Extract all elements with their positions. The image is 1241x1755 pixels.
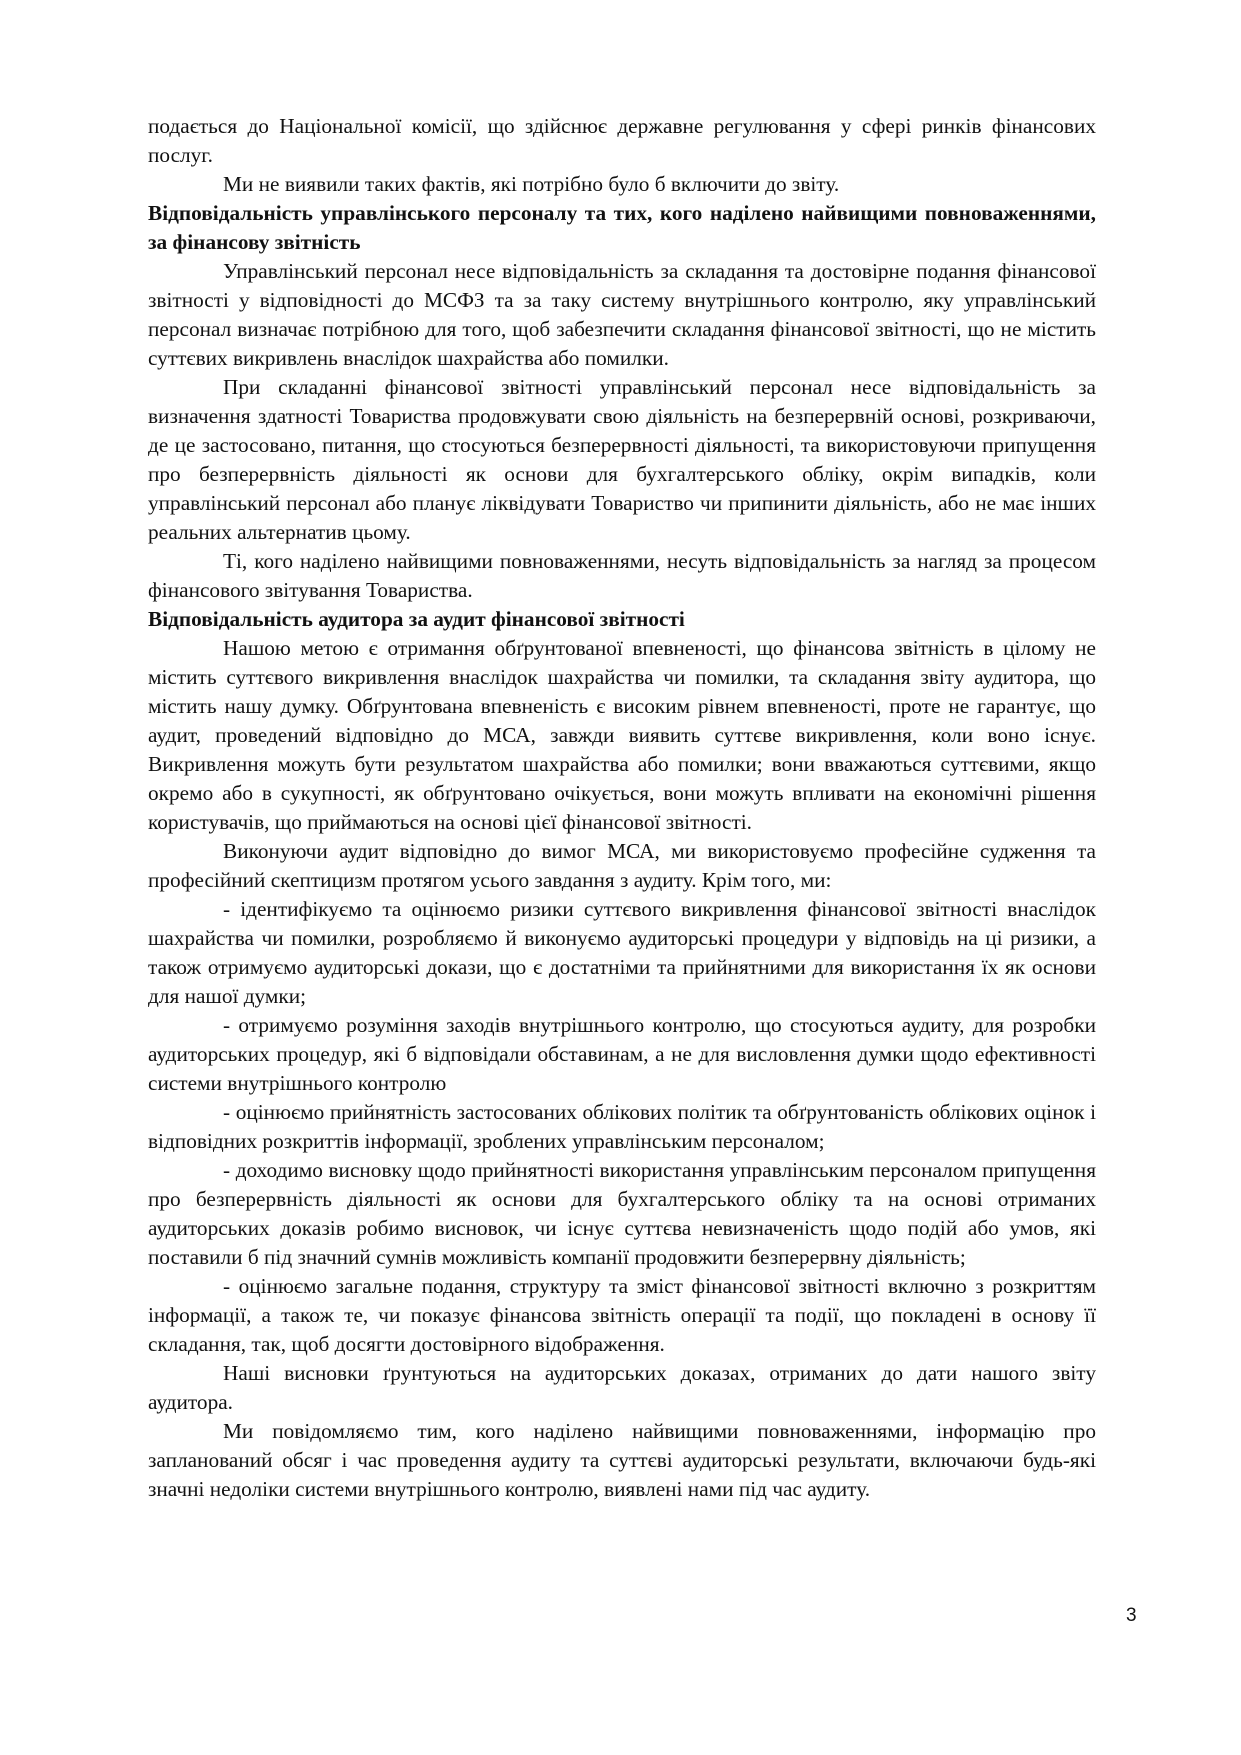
- paragraph-oversight: Ті, кого наділено найвищими повноваженнями, несуть відповідальність за нагляд за процесом фінансового звітування Товариства.: [148, 549, 1096, 602]
- page-number: 3: [1126, 1605, 1137, 1626]
- paragraph-going-concern: При складанні фінансової звітності управлінський персонал несе відповідальність за визначення здатності Товариства продовжувати свою діяльність на безперервній основі, розкриваючи, де це застосовано, питання, що стосуються безперервності діяльності, та використовуючи припущення про безперервність діяльності як основи для бухгалтерського обліку, окрім випадків, коли управлінський персонал або планує ліквідувати Товариство чи припинити діяльність, або не має інших реальних альтернатив цьому.: [148, 375, 1096, 544]
- list-item-internal-control: - отримуємо розуміння заходів внутрішнього контролю, що стосуються аудиту, для розробки аудиторських процедур, які б відповідали обставинам, а не для висловлення думки щодо ефективності системи внутрішнього контролю: [148, 1013, 1096, 1095]
- paragraph-audit-objective: Нашою метою є отримання обґрунтованої впевненості, що фінансова звітність в цілому не містить суттєвого викривлення внаслідок шахрайства чи помилки, та складання звіту аудитора, що містить нашу думку. Обґрунтована впевненість є високим рівнем впевненості, проте не гарантує, що аудит, проведений відповідно до МСА, завжди виявить суттєве викривлення, коли воно існує. Викривлення можуть бути результатом шахрайства або помилки; вони вважаються суттєвими, якщо окремо або в сукупності, як обґрунтовано очікується, вони можуть впливати на економічні рішення користувачів, що приймаються на основі цієї фінансової звітності.: [148, 636, 1096, 834]
- paragraph-no-facts: Ми не виявили таких фактів, які потрібно було б включити до звіту.: [223, 172, 840, 196]
- paragraph-conclusions: Наші висновки ґрунтуються на аудиторських доказах, отриманих до дати нашого звіту аудитора.: [148, 1361, 1096, 1414]
- paragraph-management-responsibility: Управлінський персонал несе відповідальність за складання та достовірне подання фінансової звітності у відповідності до МСФЗ та за таку систему внутрішнього контролю, яку управлінський персонал визначає потрібною для того, щоб забезпечити складання фінансової звітності, що не містить суттєвих викривлень внаслідок шахрайства або помилки.: [148, 259, 1096, 370]
- paragraph-professional-judgment: Виконуючи аудит відповідно до вимог МСА, ми використовуємо професійне судження та професійний скептицизм протягом усього завдання з аудиту. Крім того, ми:: [148, 839, 1096, 892]
- list-item-identify-risks: - ідентифікуємо та оцінюємо ризики суттєвого викривлення фінансової звітності внаслідок шахрайства чи помилки, розробляємо й виконуємо аудиторські процедури у відповідь на ці ризики, а також отримуємо аудиторські докази, що є достатніми та прийнятними для використання їх як основи для нашої думки;: [148, 897, 1096, 1008]
- list-item-overall-presentation: - оцінюємо загальне подання, структуру та зміст фінансової звітності включно з розкриттям інформації, а також те, чи показує фінансова звітність операції та події, що покладені в основу її складання, так, щоб досягти достовірного відображення.: [148, 1274, 1096, 1356]
- list-item-accounting-policies: - оцінюємо прийнятність застосованих облікових політик та обґрунтованість облікових оцінок і відповідних розкриттів інформації, зроблених управлінським персоналом;: [148, 1100, 1096, 1153]
- section-heading-auditor-responsibility: Відповідальність аудитора за аудит фінансової звітності: [148, 607, 685, 631]
- paragraph-continuation: подається до Національної комісії, що здійснює державне регулювання у сфері ринків фінансових послуг.: [148, 114, 1096, 167]
- section-heading-management-responsibility: Відповідальність управлінського персоналу та тих, кого наділено найвищими повноваженнями, за фінансову звітність: [148, 201, 1096, 254]
- document-body: [148, 112, 1096, 1504]
- list-item-going-concern: - доходимо висновку щодо прийнятності використання управлінським персоналом припущення про безперервність діяльності як основи для бухгалтерського обліку та на основі отриманих аудиторських доказів робимо висновок, чи існує суттєва невизначеність щодо подій або умов, які поставили б під значний сумнів можливість компанії продовжити безперервну діяльність;: [148, 1158, 1096, 1269]
- paragraph-communication: Ми повідомляємо тим, кого наділено найвищими повноваженнями, інформацію про запланований обсяг і час проведення аудиту та суттєві аудиторські результати, включаючи будь-які значні недоліки системи внутрішнього контролю, виявлені нами під час аудиту.: [148, 1419, 1096, 1501]
